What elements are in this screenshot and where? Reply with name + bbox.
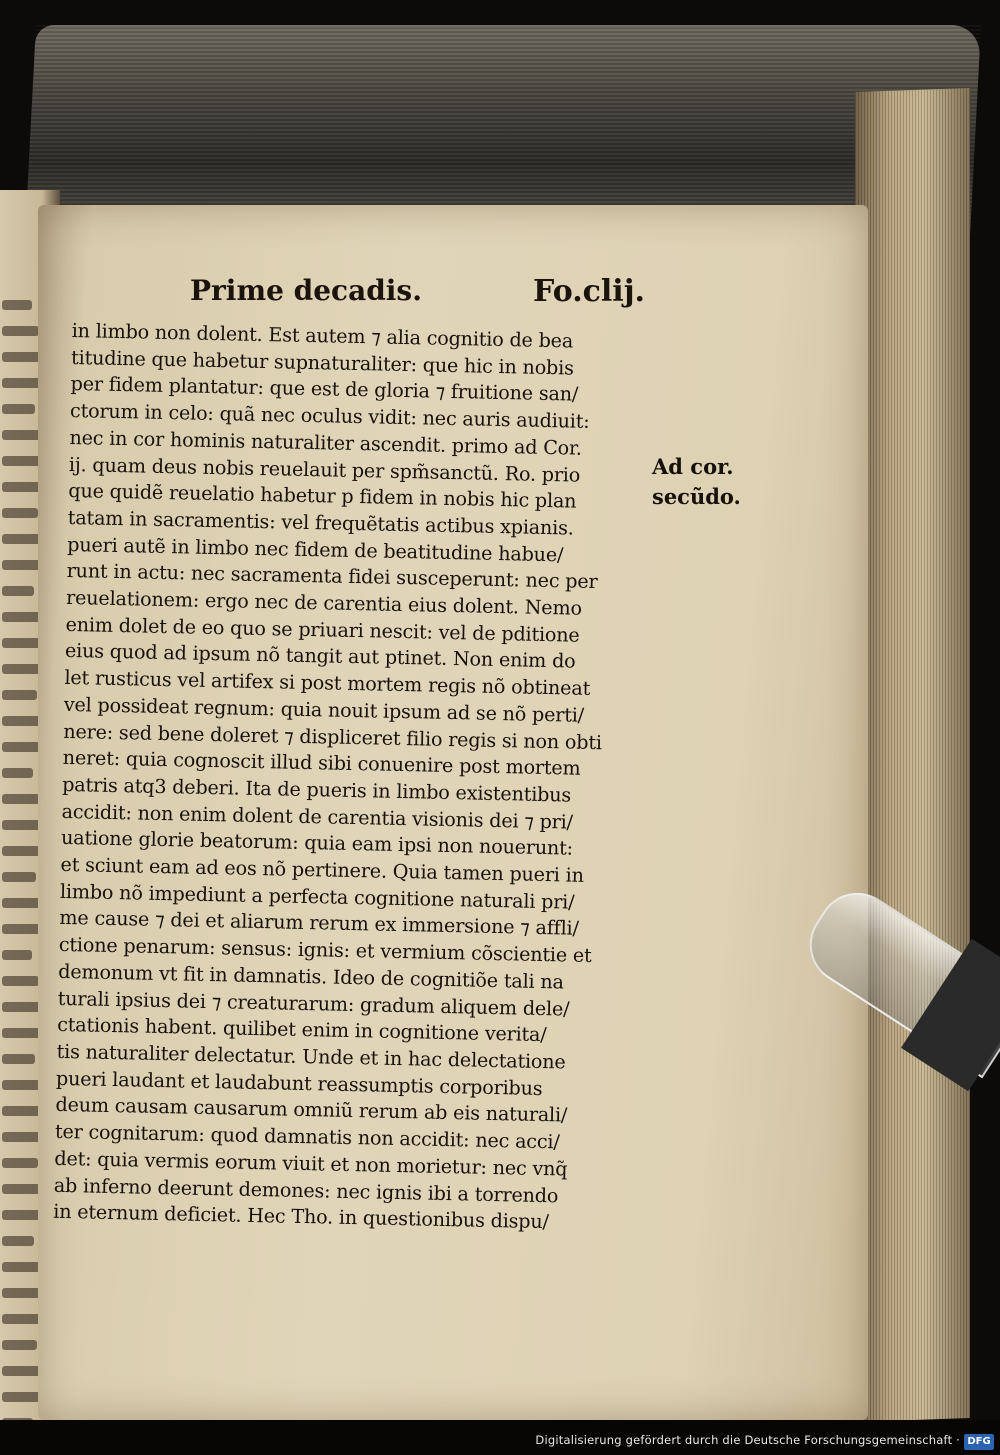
text-line: nere: sed bene doleret ⁊ displiceret filio regis si non obti [63,719,603,754]
text-line: patris atq3 deberi. Ita de pueris in limbo existentibus [61,772,572,807]
text-line: ter cognitarum: quod damnatis non accidit: nec acci/ [54,1119,560,1154]
text-line: per fidem plantatur: que est de gloria ⁊ fruitione san/ [70,372,579,407]
text-line: ctationis habent. quilibet enim in cognitione verita/ [56,1013,547,1047]
facing-page-text-trace [2,768,33,778]
facing-page-text-trace [2,430,42,440]
text-line: nec in cor hominis naturaliter ascendit. primo ad Cor. [69,425,583,460]
facing-page-text-trace [2,794,40,804]
facing-page-text-trace [2,1158,38,1168]
text-line: ij. quam deus nobis reuelauit per spm̃sanctũ. Ro. prio [68,452,581,487]
text-line: demonum vt fit in damnatis. Ideo de cognitiõe tali na [58,959,564,994]
text-line: runt in actu: nec sacramenta fidei susceperunt: nec per [66,559,598,594]
marginal-note-line: secũdo. [652,484,741,509]
marginal-note-line: Ad cor. [652,454,734,479]
running-head [190,270,645,316]
text-line: accidit: non enim dolent de carentia visionis dei ⁊ pri/ [61,799,574,834]
text-line: pueri autẽ in limbo nec fidem de beatitudine habue/ [67,532,564,566]
text-line: deum causam causarum omniũ rerum ab eis naturali/ [55,1093,568,1127]
text-line: turali ipsius dei ⁊ creaturarum: gradum aliquem dele/ [57,986,570,1021]
text-line: tis naturaliter delectatur. Unde et in hac delectatione [56,1039,566,1074]
folio-number: Fo.clij. [533,274,645,309]
main-text-block [53,318,640,1238]
facing-page-text-trace [2,508,38,518]
text-line: vel possideat regnum: quia nouit ipsum ad se nõ perti/ [63,692,585,727]
text-line: ctione penarum: sensus: ignis: et vermium cõscientie et [58,933,592,968]
text-line: titudine que habetur supnaturaliter: que hic in nobis [70,345,574,380]
facing-page-text-trace [2,872,36,882]
text-line: limbo nõ impediunt a perfecta cognitione naturali pri/ [59,879,575,914]
text-line: que quidẽ reuelatio habetur p fidem in nobis hic plan [68,479,577,513]
facing-page-text-trace [2,950,32,960]
text-line: neret: quia cognoscit illud sibi conuenire post mortem [62,746,581,780]
facing-page-text-trace [2,898,43,908]
facing-page-text-trace [2,1262,41,1272]
book-fore-edge [855,88,970,1422]
text-line: me cause ⁊ dei et aliarum rerum ex immersione ⁊ affli/ [59,906,579,941]
text-line: enim dolet de eo quo se priuari nescit: vel de pditione [65,612,580,647]
facing-page-text-trace [2,612,41,622]
text-line: et sciunt eam ad eos nõ pertinere. Quia tamen pueri in [60,852,584,887]
text-line: reuelationem: ergo nec de carentia eius dolent. Nemo [65,585,583,620]
dfg-logo: DFG [964,1434,994,1450]
text-line: in eternum deficiet. Hec Tho. in questionibus dispu/ [53,1200,550,1234]
facing-page-text-trace [2,586,34,596]
facing-page-text-trace [2,404,35,414]
text-line: det: quia vermis eorum viuit et non morietur: nec vnq̃ [54,1146,568,1181]
text-line: let rusticus vel artifex si post mortem regis nõ obtineat [64,666,591,701]
text-line: in limbo non dolent. Est autem ⁊ alia cognitio de bea [71,318,574,353]
facing-page-text-trace [2,690,37,700]
facing-page-text-trace [2,326,39,336]
text-line: uatione glorie beatorum: quia eam ipsi non nouerunt: [60,826,574,860]
text-line: tatam in sacramentis: vel frequẽtatis actibus xpianis. [67,505,574,540]
facing-page-text-trace [2,1054,35,1064]
digitization-credit: Digitalisierung gefördert durch die Deutsche Forschungsgemeinschaft · [535,1433,960,1447]
facing-page-text-trace [2,1236,34,1246]
marginal-note [652,452,762,512]
text-line: eius quod ad ipsum nõ tangit aut ptinet. Non enim do [64,639,576,674]
text-line: pueri laudant et laudabunt reassumptis corporibus [55,1066,543,1100]
running-head-title: Prime decadis. [190,274,422,307]
facing-page-text-trace [2,1340,37,1350]
facing-page-text-trace [2,976,39,986]
facing-page-text-trace [2,300,32,310]
text-line: ctorum in celo: quã nec oculus vidit: nec auris audiuit: [69,399,590,433]
facing-page-text-trace [2,1080,42,1090]
text-line: ab inferno deerunt demones: nec ignis ibi a torrendo [53,1173,559,1207]
